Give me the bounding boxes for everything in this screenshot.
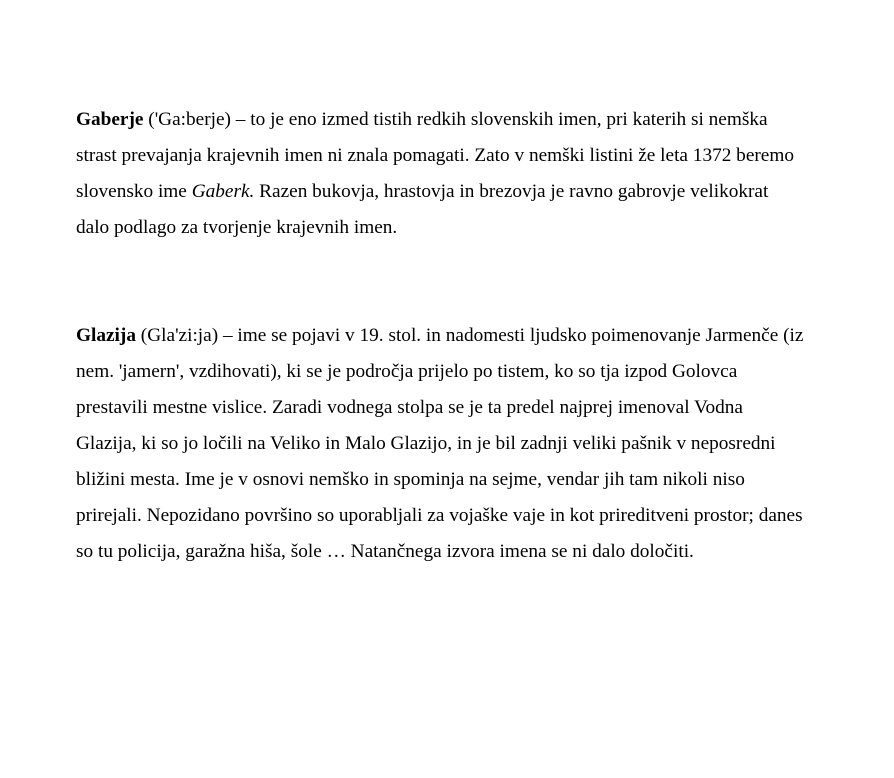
entry-gaberje xyxy=(76,102,876,246)
text-line xyxy=(76,534,876,570)
text-line xyxy=(76,426,876,462)
entry-headword: Gaberje xyxy=(76,109,144,130)
entry-glazija xyxy=(76,318,876,570)
text-run: nem. 'jamern', vzdihovati), ki se je področja prijelo po tistem, ko so tja izpod Golovca xyxy=(76,361,738,382)
text-run: bližini mesta. Ime je v osnovi nemško in spominja na sejme, vendar jih tam nikoli niso xyxy=(76,469,745,490)
text-line xyxy=(76,354,876,390)
text-run: Glazija, ki so jo ločili na Veliko in Malo Glazijo, in je bil zadnji veliki pašnik v neposredni xyxy=(76,433,776,454)
text-run: so tu policija, garažna hiša, šole … Natančnega izvora imena se ni dalo določiti. xyxy=(76,541,694,562)
text-line xyxy=(76,318,876,354)
text-line xyxy=(76,138,876,174)
text-line xyxy=(76,102,876,138)
text-run: slovensko ime xyxy=(76,181,192,202)
text-line xyxy=(76,174,876,210)
text-run: dalo podlago za tvorjenje krajevnih imen. xyxy=(76,217,398,238)
italic-place-name: Gaberk. xyxy=(191,181,255,202)
entry-headword: Glazija xyxy=(76,325,136,346)
text-run: prirejali. Nepozidano površino so uporabljali za vojaške vaje in kot prireditveni prostor; danes xyxy=(76,505,803,526)
text-run: (Gla'zi:ja) – ime se pojavi v 19. stol. in nadomesti ljudsko poimenovanje Jarmenče (iz xyxy=(135,325,804,346)
text-line xyxy=(76,390,876,426)
text-line xyxy=(76,462,876,498)
text-run: Razen bukovja, hrastovja in brezovja je ravno gabrovje velikokrat xyxy=(254,181,769,202)
text-run: prestavili mestne vislice. Zaradi vodnega stolpa se je ta predel najprej imenoval Vodna xyxy=(76,397,743,418)
text-line xyxy=(76,210,876,246)
text-run: strast prevajanja krajevnih imen ni znala pomagati. Zato v nemški listini že leta 1372 beremo xyxy=(76,145,795,166)
text-run: ('Ga:berje) – to je eno izmed tistih redkih slovenskih imen, pri katerih si nemška xyxy=(143,109,768,130)
text-line xyxy=(76,498,876,534)
